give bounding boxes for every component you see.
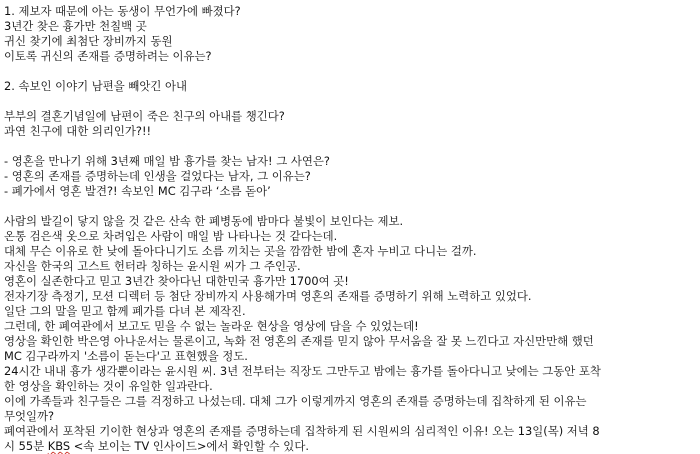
body-line: 전자기장 측정기, 모션 디렉터 등 첨단 장비까지 사용해가며 영혼의 존재를 증명하기 위해 노력하고 있었다. <box>4 289 532 303</box>
bullet-item: - 영혼을 만나기 위해 3년째 매일 밤 흉가를 찾는 남자! 그 사연은? <box>4 154 330 168</box>
spacer <box>4 64 698 79</box>
section-2-line: 과연 친구에 대한 의리인가?!! <box>4 124 152 138</box>
broadcast-prefix: 시 55분 <box>4 439 48 453</box>
body-line: MC 김구라까지 '소름이 돋는다'고 표현했을 정도. <box>4 349 248 363</box>
body-line: 영혼이 실존한다고 믿고 3년간 찾아다닌 대한민국 흉가만 1700여 곳! <box>4 274 349 288</box>
body-line: 이에 가족들과 친구들은 그를 걱정하고 나섰는데. 대체 그가 이렇게까지 영혼의 존재를 증명하는데 집착하게 된 이유는 <box>4 394 587 408</box>
section-1-title: 1. 제보자 때문에 아는 동생이 무언가에 빠졌다? <box>4 4 241 18</box>
body-line: 온통 검은색 옷으로 차려입은 사람이 매일 밤 나타나는 것 같다는데. <box>4 229 338 243</box>
network-name: KBS <box>47 439 71 453</box>
body-line: 사람의 발길이 닿지 않을 것 같은 산속 한 폐병동에 밤마다 불빛이 보인다는 제보. <box>4 214 404 228</box>
section-2-line: 부부의 결혼기념일에 남편이 죽은 친구의 아내를 챙긴다? <box>4 109 285 123</box>
body-line: 한 영상을 확인하는 것이 유일한 일과란다. <box>4 379 213 393</box>
spacer <box>4 139 698 154</box>
body-line: 무엇일까? <box>4 409 55 423</box>
section-1-line: 3년간 찾은 흉가만 천칠백 곳 <box>4 19 147 33</box>
spacer <box>4 94 698 109</box>
section-1-line: 귀신 찾기에 최첨단 장비까지 동원 <box>4 34 173 48</box>
spacer <box>4 199 698 214</box>
body-line: 폐여관에서 포착된 기이한 현상과 영혼의 존재를 증명하는데 집착하게 된 시원씨의 심리적인 이유! 오는 13일(목) 저녁 8 <box>4 424 600 438</box>
body-line: 24시간 내내 흉가 생각뿐이라는 윤시원 씨. 3년 전부터는 직장도 그만두고 밤에는 흉가를 돌아다니고 낮에는 그동안 포착 <box>4 364 601 378</box>
body-line: 자신을 한국의 고스트 헌터라 칭하는 윤시원 씨가 그 주인공. <box>4 259 301 273</box>
bullet-item: - 영혼의 존재를 증명하는데 인생을 걸었다는 남자, 그 이유는? <box>4 169 311 183</box>
body-line: 그런데, 한 폐여관에서 보고도 믿을 수 없는 놀라운 현상을 영상에 담을 수 있었는데! <box>4 319 419 333</box>
section-2-title: 2. 속보인 이야기 남편을 빼앗긴 아내 <box>4 79 188 93</box>
broadcast-suffix: <속 보이는 TV 인사이드>에서 확인할 수 있다. <box>70 439 309 453</box>
body-line: 일단 그의 말을 믿고 함께 폐가를 다녀 본 제작진. <box>4 304 246 318</box>
body-line: 영상을 확인한 박은영 아나운서는 물론이고, 녹화 전 영혼의 존재를 믿지 않아 무서움을 잘 못 느낀다고 자신만만해 했던 <box>4 334 594 348</box>
body-line: 대체 무슨 이유로 한 낮에 돌아다니기도 소름 끼치는 곳을 깜깜한 밤에 혼자 누비고 다니는 걸까. <box>4 244 477 258</box>
section-1-line: 이토록 귀신의 존재를 증명하려는 이유는? <box>4 49 212 63</box>
document-body <box>4 4 698 454</box>
bullet-item: - 폐가에서 영혼 발견?! 속보인 MC 김구라 ‘소름 돋아’ <box>4 184 271 198</box>
